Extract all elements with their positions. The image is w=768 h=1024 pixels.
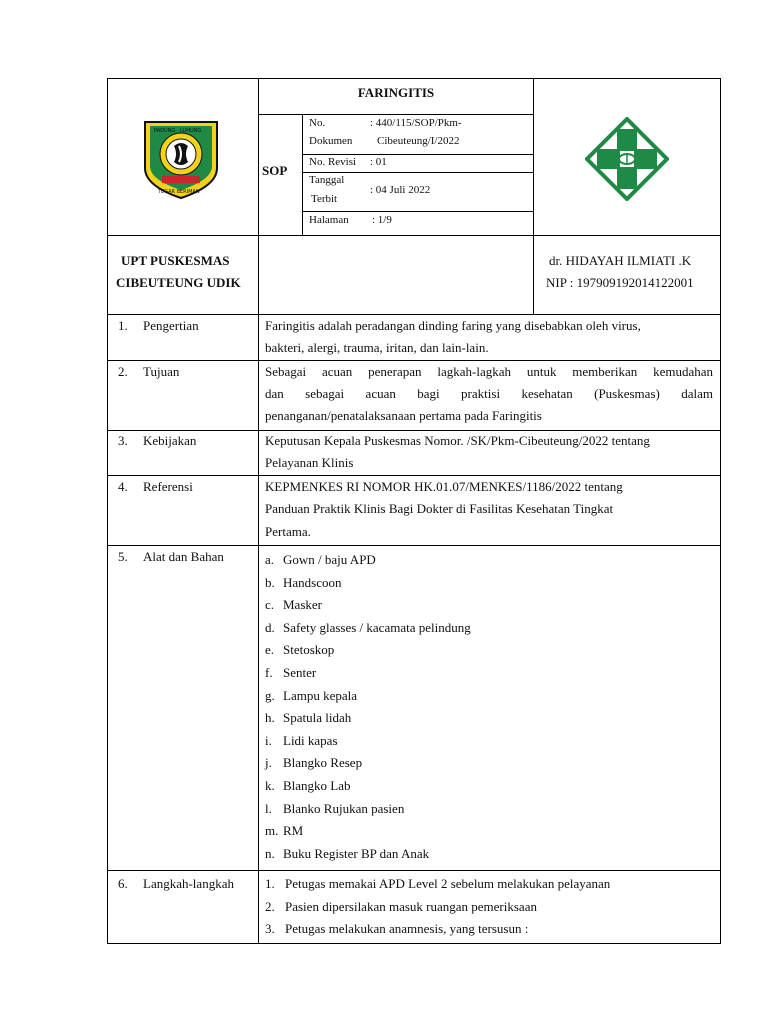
alat-item-text: Blangko Resep <box>283 755 363 771</box>
langkah-item-marker: 1. <box>265 876 275 891</box>
alat-item-marker: e. <box>265 642 275 658</box>
table-border-bottom <box>107 943 721 944</box>
kebijakan-line-2: Pelayanan Klinis <box>265 455 354 470</box>
alat-item-text: Safety glasses / kacamata pelindung <box>283 619 471 635</box>
alat-item-text: Masker <box>283 597 322 613</box>
referensi-line-1: KEPMENKES RI NOMOR HK.01.07/MENKES/1186/2022 tentang <box>265 479 623 494</box>
referensi-label: Referensi <box>143 479 193 494</box>
emblem-top-motto: PADUNG · LUHUNG <box>154 128 202 134</box>
alat-label: Alat dan Bahan <box>143 549 224 564</box>
org-divider-left <box>258 235 259 315</box>
alat-item-marker: i. <box>265 732 272 748</box>
alat-item-marker: c. <box>265 597 275 613</box>
table-border-right <box>720 78 721 944</box>
revisi-value: : 01 <box>370 156 387 168</box>
tujuan-line-1: Sebagai acuan penerapan lagkah-lagkah untuk memberikan kemudahan <box>265 364 713 379</box>
alat-item-marker: j. <box>265 755 272 771</box>
alat-item-text: Senter <box>283 664 317 680</box>
alat-item-marker: m. <box>265 823 279 839</box>
alat-item-marker: f. <box>265 664 273 680</box>
meta-row-line-3 <box>302 211 534 212</box>
org-name-line-2: CIBEUTEUNG UDIK <box>116 275 241 290</box>
alat-item <box>265 798 715 821</box>
halaman-value: : 1/9 <box>372 214 392 226</box>
signer-nip: NIP : 197909192014122001 <box>546 275 694 290</box>
alat-item <box>265 820 715 843</box>
alat-item <box>265 549 715 572</box>
langkah-item <box>265 873 715 896</box>
halaman-label: Halaman <box>309 214 349 226</box>
alat-item-text: Lampu kepala <box>283 687 357 703</box>
alat-item-marker: h. <box>265 710 275 726</box>
doc-no-label-2: Dokumen <box>309 135 353 147</box>
alat-item-text: Blanko Rujukan pasien <box>283 800 405 816</box>
langkah-item <box>265 896 715 919</box>
langkah-label: Langkah-langkah <box>143 876 234 891</box>
alat-item <box>265 572 715 595</box>
sop-divider <box>302 114 303 236</box>
table-border-top <box>107 78 721 79</box>
tanggal-label-1: Tanggal <box>309 174 345 186</box>
pengertian-line-1: Faringitis adalah peradangan dinding faring yang disebabkan oleh virus, <box>265 318 641 333</box>
alat-item-marker: n. <box>265 845 275 861</box>
langkah-list <box>265 873 715 941</box>
alat-item-marker: a. <box>265 552 275 567</box>
kebijakan-line-1: Keputusan Kepala Puskesmas Nomor. /SK/Pkm-Cibeuteung/2022 tentang <box>265 433 650 448</box>
langkah-item-text: Pasien dipersilakan masuk ruangan pemeriksaan <box>285 898 537 914</box>
header-bottom-line <box>107 235 721 236</box>
regency-emblem-logo <box>140 116 222 200</box>
emblem-bottom-motto: TEGAR BERIMAN <box>158 189 200 195</box>
langkah-item-marker: 2. <box>265 898 275 914</box>
pengertian-label: Pengertian <box>143 318 199 333</box>
pengertian-number: 1. <box>118 318 128 333</box>
tanggal-label-2: Terbit <box>311 193 338 205</box>
kebijakan-number: 3. <box>118 433 128 448</box>
referensi-number: 4. <box>118 479 128 494</box>
langkah-item-text: Petugas melakukan anamnesis, yang tersusun : <box>285 921 529 937</box>
alat-list <box>265 549 715 865</box>
alat-item-marker: d. <box>265 619 275 635</box>
doc-no-value-1: : 440/115/SOP/Pkm- <box>370 117 462 129</box>
revisi-label: No. Revisi <box>309 156 357 168</box>
alat-number: 5. <box>118 549 128 564</box>
alat-item <box>265 752 715 775</box>
alat-item-text: Stetoskop <box>283 642 335 658</box>
alat-item-text: Handscoon <box>283 574 342 590</box>
alat-item-text: Blangko Lab <box>283 777 351 793</box>
alat-item-marker: l. <box>265 800 272 816</box>
title-underline <box>258 114 534 115</box>
alat-item <box>265 775 715 798</box>
doc-no-value-2: Cibeuteung/I/2022 <box>377 135 460 147</box>
alat-item-marker: g. <box>265 687 275 703</box>
kebijakan-label: Kebijakan <box>143 433 197 448</box>
alat-item <box>265 707 715 730</box>
alat-item-text: Gown / baju APD <box>283 552 376 567</box>
tujuan-label: Tujuan <box>143 364 180 379</box>
tanggal-value: : 04 Juli 2022 <box>370 184 431 196</box>
doc-no-label-1: No. <box>309 117 326 129</box>
sop-label: SOP <box>262 163 288 178</box>
table-border-left <box>107 78 108 944</box>
body-column-divider <box>258 314 259 944</box>
signer-name: dr. HIDAYAH ILMIATI .K <box>549 253 692 268</box>
row-line-alat <box>107 870 721 871</box>
langkah-item <box>265 918 715 941</box>
alat-item-text: Spatula lidah <box>283 710 352 726</box>
alat-item-text: Buku Register BP dan Anak <box>283 845 430 861</box>
alat-item-marker: k. <box>265 777 275 793</box>
puskesmas-logo <box>585 117 669 201</box>
alat-item <box>265 639 715 662</box>
alat-item <box>265 685 715 708</box>
pengertian-line-2: bakteri, alergi, trauma, iritan, dan lain-lain. <box>265 340 489 355</box>
org-name-line-1: UPT PUSKESMAS <box>121 253 230 268</box>
tujuan-line-2: dan sebagai acuan bagi praktisi kesehatan (Puskesmas) dalam <box>265 386 713 401</box>
alat-item <box>265 730 715 753</box>
document-title: FARINGITIS <box>357 85 435 100</box>
langkah-item-marker: 3. <box>265 921 275 937</box>
org-divider-right <box>533 235 534 315</box>
langkah-number: 6. <box>118 876 128 891</box>
referensi-line-2: Panduan Praktik Klinis Bagi Dokter di Fasilitas Kesehatan Tingkat <box>265 501 614 516</box>
referensi-line-3: Pertama. <box>265 524 311 539</box>
alat-item <box>265 617 715 640</box>
alat-item <box>265 662 715 685</box>
tujuan-line-3: penanganan/penatalaksanaan pertama pada Faringitis <box>265 408 542 423</box>
alat-item-marker: b. <box>265 574 275 590</box>
alat-item-text: RM <box>283 823 304 839</box>
tujuan-number: 2. <box>118 364 128 379</box>
langkah-item-text: Petugas memakai APD Level 2 sebelum melakukan pelayanan <box>285 876 611 891</box>
alat-item-text: Lidi kapas <box>283 732 338 748</box>
alat-item <box>265 843 715 866</box>
alat-item <box>265 594 715 617</box>
